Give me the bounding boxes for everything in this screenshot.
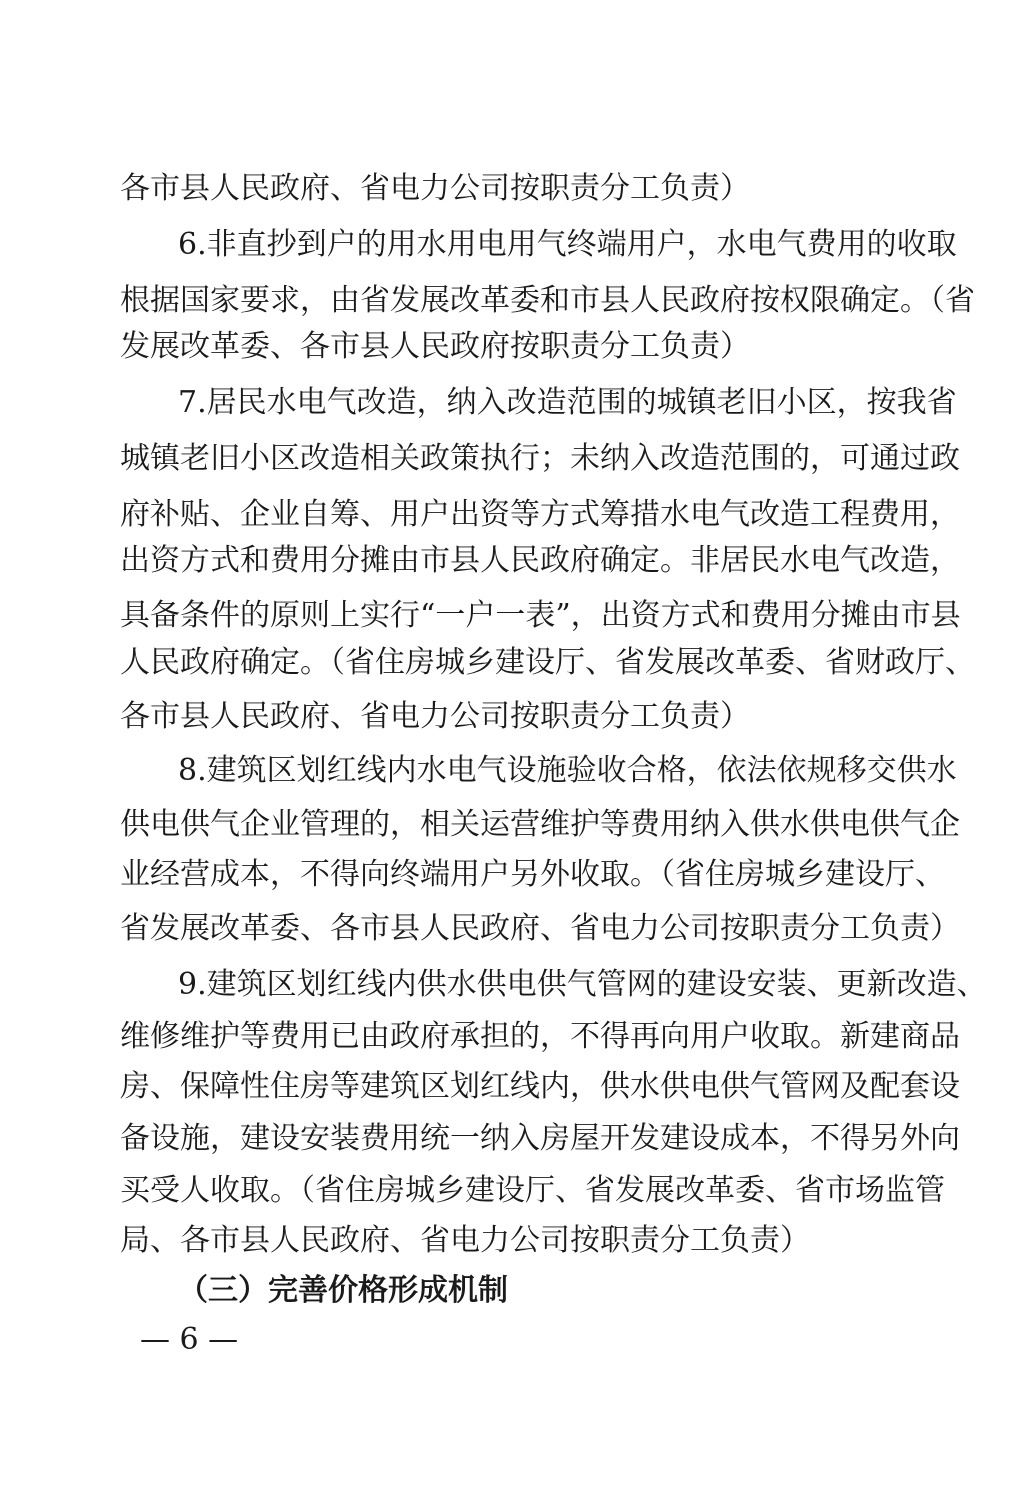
text-line: 备设施，建设安装费用统一纳入房屋开发建设成本，不得另外向 [120, 1121, 960, 1156]
text-line: 府补贴、企业自筹、用户出资等方式筹措水电气改造工程费用， [120, 497, 960, 532]
text-line: 6.非直抄到户的用水用电用气终端用户，水电气费用的收取 [178, 227, 957, 262]
text-line: 根据国家要求，由省发展改革委和市县人民政府按权限确定。（省 [120, 283, 975, 318]
text-line: 具备条件的原则上实行“一户一表”，出资方式和费用分摊由市县 [120, 598, 961, 633]
text-line: 出资方式和费用分摊由市县人民政府确定。非居民水电气改造， [120, 543, 960, 578]
text-line: 局、各市县人民政府、省电力公司按职责分工负责） [120, 1223, 810, 1258]
text-line: 供电供气企业管理的，相关运营维护等费用纳入供水供电供气企 [120, 807, 960, 842]
text-line: 发展改革委、各市县人民政府按职责分工负责） [120, 329, 750, 364]
text-line: 房、保障性住房等建筑区划红线内，供水供电供气管网及配套设 [120, 1069, 960, 1104]
section-heading: （三）完善价格形成机制 [178, 1273, 508, 1308]
text-line: 人民政府确定。（省住房城乡建设厅、省发展改革委、省财政厅、 [120, 645, 975, 680]
text-line: 维修维护等费用已由政府承担的，不得再向用户收取。新建商品 [120, 1019, 960, 1054]
page-number: — 6 — [140, 1322, 239, 1357]
text-line: 各市县人民政府、省电力公司按职责分工负责） [120, 171, 750, 206]
text-line: 业经营成本，不得向终端用户另外收取。（省住房城乡建设厅、 [120, 857, 945, 892]
text-line: 买受人收取。（省住房城乡建设厅、省发展改革委、省市场监管 [120, 1173, 945, 1208]
text-line: 各市县人民政府、省电力公司按职责分工负责） [120, 699, 750, 734]
text-line: 城镇老旧小区改造相关政策执行；未纳入改造范围的，可通过政 [120, 441, 960, 476]
text-line: 7.居民水电气改造，纳入改造范围的城镇老旧小区，按我省 [178, 385, 957, 420]
text-line: 8.建筑区划红线内水电气设施验收合格，依法依规移交供水 [178, 753, 957, 788]
text-line: 省发展改革委、各市县人民政府、省电力公司按职责分工负责） [120, 911, 960, 946]
text-line: 9.建筑区划红线内供水供电供气管网的建设安装、更新改造、 [178, 967, 987, 1002]
